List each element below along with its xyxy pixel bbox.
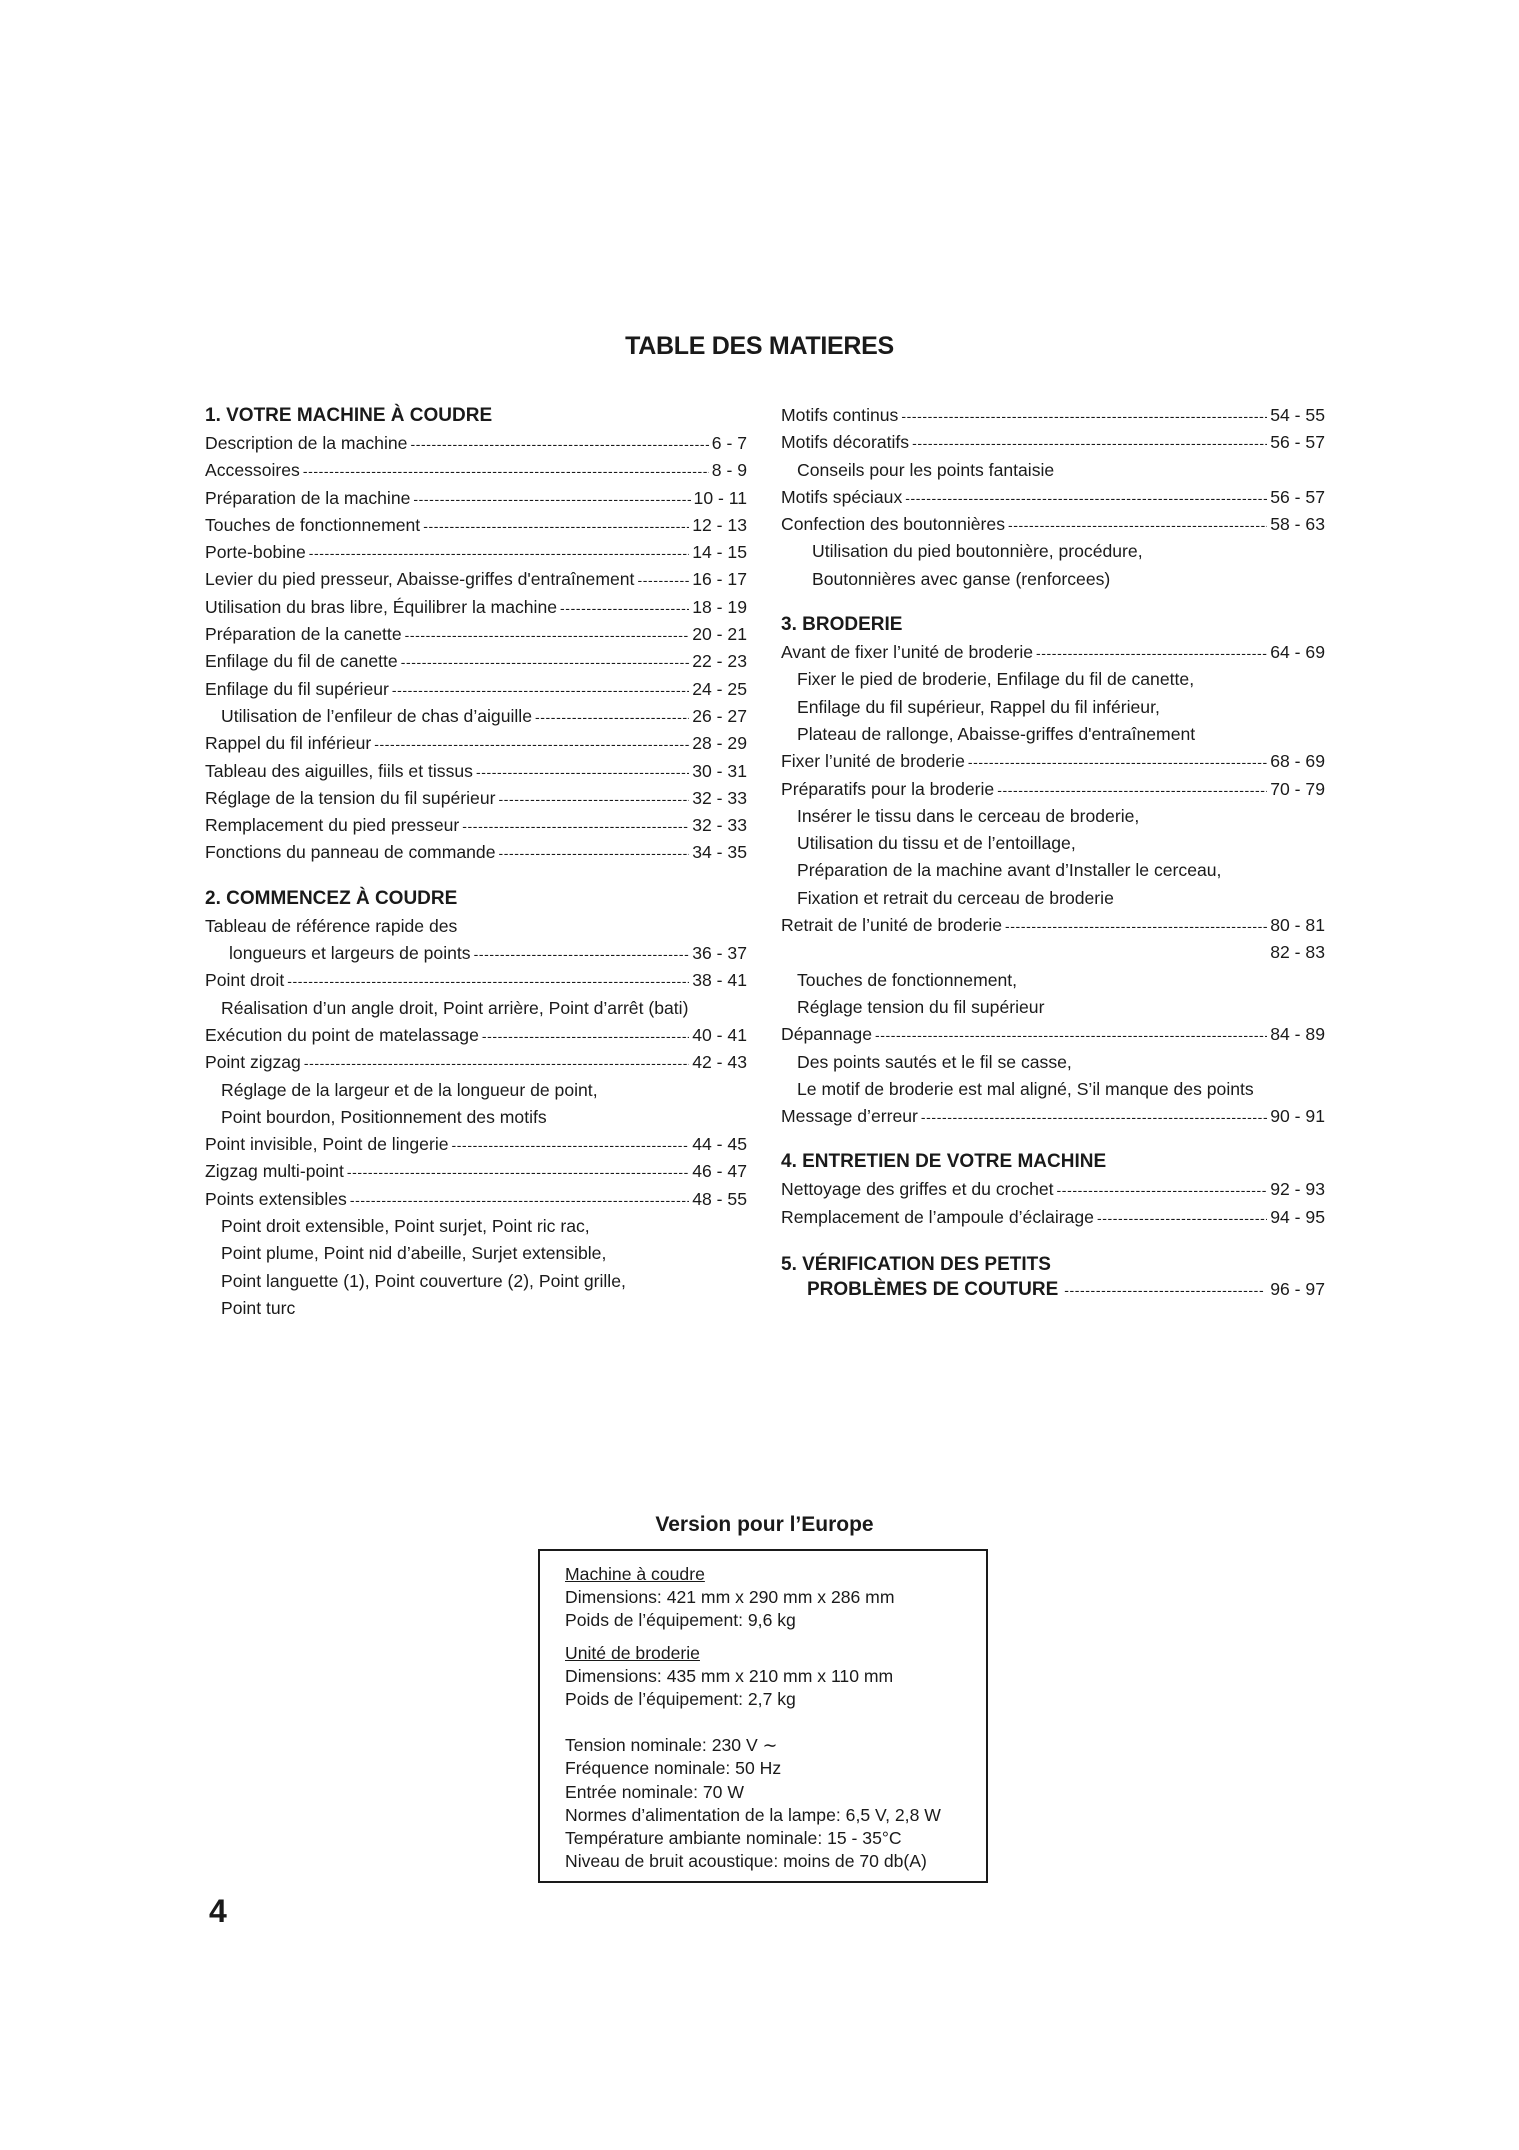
entry-title: Porte-bobine: [205, 542, 306, 563]
toc-subentry: [781, 694, 1325, 721]
toc-entry: [205, 539, 747, 566]
toc-entry: [205, 1131, 747, 1158]
subentry-text: Point languette (1), Point couverture (2), Point grille,: [221, 1270, 626, 1291]
dot-leader: [347, 1159, 689, 1186]
page-range: 92 - 93: [1270, 1179, 1325, 1200]
section-heading: 1. VOTRE MACHINE À COUDRE: [205, 405, 493, 426]
europe-version-title: Version pour l’Europe: [655, 1513, 874, 1536]
toc-entry: [205, 457, 747, 484]
toc-entry: [205, 1022, 747, 1049]
page-range: 30 - 31: [692, 760, 747, 781]
entry-title: Fixer l’unité de broderie: [781, 751, 965, 772]
page-range: 40 - 41: [692, 1024, 747, 1045]
page-range: 48 - 55: [692, 1188, 747, 1209]
dot-leader: [452, 1132, 690, 1159]
dot-leader: [1005, 913, 1267, 940]
dot-leader: [1008, 512, 1267, 539]
page-range: 34 - 35: [692, 842, 747, 863]
entry-title: Exécution du point de matelassage: [205, 1024, 479, 1045]
page-range: 68 - 69: [1270, 751, 1325, 772]
entry-title: Retrait de l’unité de broderie: [781, 915, 1003, 936]
toc-subentry: [781, 457, 1325, 484]
toc-subentry: [205, 913, 747, 940]
toc-entry: [205, 730, 747, 757]
dot-leader: [535, 704, 689, 731]
page-range: 26 - 27: [692, 705, 747, 726]
dot-leader: [309, 540, 689, 567]
page-range: 70 - 79: [1270, 778, 1325, 799]
page-range: 54 - 55: [1270, 405, 1325, 425]
toc-entry: [205, 758, 747, 785]
entry-title: Fonctions du panneau de commande: [205, 842, 496, 863]
toc-entry: [781, 748, 1325, 775]
dot-leader: [350, 1187, 689, 1214]
page-range: 6 - 7: [711, 433, 747, 453]
toc-entry: [205, 1049, 747, 1076]
entry-title: Nettoyage des griffes et du crochet: [781, 1179, 1054, 1200]
subentry-text: Point bourdon, Positionnement des motifs: [221, 1106, 547, 1127]
toc-subentry: [205, 1268, 747, 1295]
page-range: 32 - 33: [692, 787, 747, 808]
toc-entry: [205, 621, 747, 648]
dot-leader: [875, 1022, 1267, 1049]
page-range: 56 - 57: [1270, 486, 1325, 507]
toc-subentry: [781, 803, 1325, 830]
entry-title: Tableau des aiguilles, fiils et tissus: [205, 760, 473, 781]
entry-title: Motifs spéciaux: [781, 486, 903, 507]
dot-leader: [1036, 640, 1267, 667]
toc-entry: [205, 676, 747, 703]
toc-left-column: [205, 402, 747, 1322]
toc-entry: [205, 839, 747, 866]
page-range: 58 - 63: [1270, 514, 1325, 535]
entry-title: Point droit: [205, 970, 285, 991]
unit-label: Unité de broderie: [565, 1642, 700, 1663]
toc-subentry: [205, 1104, 747, 1131]
page-range: 46 - 47: [692, 1161, 747, 1182]
toc-subentry: [781, 830, 1325, 857]
page-range: 38 - 41: [692, 970, 747, 991]
spec-box: [538, 1549, 988, 1883]
dot-leader: [474, 941, 690, 968]
page-range: 82 - 83: [1270, 942, 1325, 963]
section-heading: 3. BRODERIE: [781, 614, 903, 636]
dot-leader: [901, 403, 1267, 430]
toc-entry: [205, 648, 747, 675]
toc-subentry: [781, 967, 1325, 994]
dot-leader: [410, 431, 708, 458]
toc-entry: [781, 639, 1325, 666]
page-range: 28 - 29: [692, 733, 747, 754]
dot-leader: [1097, 1205, 1267, 1232]
noise-level: Niveau de bruit acoustique: moins de 70 db(A): [565, 1851, 927, 1872]
toc-subentry: [205, 1077, 747, 1104]
subentry-text: Point plume, Point nid d’abeille, Surjet extensible,: [221, 1243, 607, 1264]
ambient-temperature: Température ambiante nominale: 15 - 35°C: [565, 1828, 902, 1849]
subentry-text: Point droit extensible, Point surjet, Point ric rac,: [221, 1216, 590, 1237]
dot-leader: [482, 1023, 689, 1050]
dot-leader: [476, 759, 689, 786]
page-range: 14 - 15: [692, 542, 747, 563]
toc-subentry: [781, 721, 1325, 748]
dot-leader: [374, 731, 689, 758]
entry-title: Message d’erreur: [781, 1106, 918, 1127]
subentry-text: Tableau de référence rapide des: [205, 915, 458, 936]
entry-title: Touches de fonctionnement: [205, 514, 421, 535]
subentry-text: Point turc: [221, 1297, 296, 1318]
dot-leader: [287, 968, 689, 995]
entry-title: Rappel du fil inférieur: [205, 733, 372, 754]
entry-title: Levier du pied presseur, Abaisse-griffes d'entraînement: [205, 569, 635, 590]
subentry-text: Réglage tension du fil supérieur: [797, 996, 1045, 1017]
subentry-text: Fixation et retrait du cerceau de broderie: [797, 887, 1114, 908]
heading-text: PROBLÈMES DE COUTURE: [807, 1279, 1059, 1301]
page-range: 84 - 89: [1270, 1024, 1325, 1045]
toc-subentry: [781, 538, 1325, 565]
machine-dimensions: Dimensions: 421 mm x 290 mm x 286 mm: [565, 1587, 895, 1608]
page-range: 16 - 17: [692, 569, 747, 590]
toc-subentry: [781, 566, 1325, 593]
entry-title: Avant de fixer l’unité de broderie: [781, 642, 1034, 663]
page-range: 24 - 25: [692, 678, 747, 699]
entry-title: Utilisation du bras libre, Équilibrer la machine: [205, 596, 558, 617]
entry-title: Accessoires: [205, 460, 300, 481]
toc-subentry: [781, 1049, 1325, 1076]
toc-subentry: [781, 666, 1325, 693]
toc-subentry: [781, 994, 1325, 1021]
subentry-text: Réalisation d’un angle droit, Point arrière, Point d’arrêt (bati): [221, 997, 689, 1018]
rated-frequency: Fréquence nominale: 50 Hz: [565, 1758, 782, 1779]
toc-entry: [781, 1176, 1325, 1203]
dot-leader: [921, 1104, 1267, 1131]
entry-title: Préparatifs pour la broderie: [781, 778, 995, 799]
page-range: 96 - 97: [1270, 1279, 1325, 1300]
toc-entry: [781, 484, 1325, 511]
page-range: 90 - 91: [1270, 1106, 1325, 1127]
toc-subentry: [205, 1295, 747, 1322]
entry-title: Confection des boutonnières: [781, 514, 1005, 535]
dot-leader: [423, 513, 689, 540]
entry-title: Remplacement de l’ampoule d’éclairage: [781, 1206, 1094, 1227]
toc-entry: [781, 402, 1325, 429]
page-range: 12 - 13: [692, 514, 747, 535]
toc-entry: [205, 1186, 747, 1213]
toc-entry: [205, 566, 747, 593]
entry-title: Motifs continus: [781, 405, 899, 425]
subentry-text: Des points sautés et le fil se casse,: [797, 1051, 1072, 1072]
unit-weight: Poids de l’équipement: 2,7 kg: [565, 1689, 796, 1710]
subentry-text: Insérer le tissu dans le cerceau de broderie,: [797, 805, 1140, 826]
dot-leader: [405, 622, 690, 649]
page-range: 80 - 81: [1270, 915, 1325, 936]
entry-title: Zigzag multi-point: [205, 1161, 344, 1182]
dot-leader: [392, 677, 689, 704]
toc-entry: [205, 703, 747, 730]
subentry-text: Fixer le pied de broderie, Enfilage du fil de canette,: [797, 669, 1195, 690]
section-heading: 4. ENTRETIEN DE VOTRE MACHINE: [781, 1151, 1107, 1173]
page-range: 42 - 43: [692, 1052, 747, 1073]
dot-leader: [413, 486, 690, 513]
entry-title: Point zigzag: [205, 1052, 301, 1073]
entry-title: Point invisible, Point de lingerie: [205, 1134, 449, 1155]
subentry-text: Plateau de rallonge, Abaisse-griffes d'entraînement: [797, 723, 1196, 744]
unit-dimensions: Dimensions: 435 mm x 210 mm x 110 mm: [565, 1665, 894, 1686]
entry-title: Réglage de la tension du fil supérieur: [205, 787, 496, 808]
dot-leader: [912, 430, 1267, 457]
rated-input: Entrée nominale: 70 W: [565, 1781, 744, 1802]
toc-subentry: [781, 857, 1325, 884]
subentry-text: Boutonnières avec ganse (renforcees): [812, 568, 1111, 589]
toc-entry: [205, 1158, 747, 1185]
toc-right-column: [781, 402, 1325, 1301]
toc-subentry: [205, 995, 747, 1022]
machine-label: Machine à coudre: [565, 1564, 705, 1584]
dot-leader: [637, 567, 689, 594]
machine-weight: Poids de l’équipement: 9,6 kg: [565, 1610, 796, 1631]
entry-title: Remplacement du pied presseur: [205, 815, 460, 836]
subentry-text: Enfilage du fil supérieur, Rappel du fil inférieur,: [797, 696, 1160, 717]
dot-leader: [499, 840, 690, 867]
page-range: 94 - 95: [1270, 1206, 1325, 1227]
toc-subentry: [205, 1213, 747, 1240]
page-range: 20 - 21: [692, 624, 747, 645]
entry-title: Enfilage du fil supérieur: [205, 678, 389, 699]
subentry-text: Préparation de la machine avant d’Installer le cerceau,: [797, 860, 1222, 881]
dot-leader: [401, 649, 690, 676]
page-range: 8 - 9: [711, 460, 747, 481]
subentry-text: Utilisation du pied boutonnière, procédure,: [812, 541, 1143, 562]
toc-subentry: [781, 1076, 1325, 1103]
toc-entry: [781, 776, 1325, 803]
entry-title: Enfilage du fil de canette: [205, 651, 398, 672]
page-range: 32 - 33: [692, 815, 747, 836]
toc-entry: [205, 485, 747, 512]
toc-entry: [205, 512, 747, 539]
dot-leader: [905, 485, 1267, 512]
dot-leader: [1057, 1177, 1268, 1204]
dot-leader: [462, 813, 689, 840]
toc-entry-continuation: [781, 939, 1325, 966]
subentry-text: Conseils pour les points fantaisie: [797, 459, 1055, 480]
page-range: 10 - 11: [693, 487, 747, 508]
dot-leader: [997, 777, 1267, 804]
page-title: TABLE DES MATIERES: [625, 332, 894, 360]
toc-entry: [205, 430, 747, 457]
toc-subentry: [205, 1240, 747, 1267]
dot-leader: [303, 458, 709, 485]
section-heading-line2: [781, 1277, 1325, 1301]
toc-entry: [205, 785, 747, 812]
page-range: 22 - 23: [692, 651, 747, 672]
section-heading: 5. VÉRIFICATION DES PETITS: [781, 1254, 1051, 1276]
dot-leader: [968, 749, 1267, 776]
subentry-text: Utilisation du tissu et de l’entoillage,: [797, 833, 1076, 854]
section-heading: 2. COMMENCEZ À COUDRE: [205, 887, 458, 909]
entry-title: Description de la machine: [205, 433, 408, 453]
page-range: 44 - 45: [692, 1134, 747, 1155]
page-number: 4: [209, 1893, 227, 1929]
dot-leader: [499, 786, 690, 813]
subentry-text: Réglage de la largeur et de la longueur de point,: [221, 1079, 598, 1100]
toc-entry: [781, 1204, 1325, 1231]
toc-entry: [781, 429, 1325, 456]
page-range: 36 - 37: [692, 943, 747, 964]
entry-title: Points extensibles: [205, 1188, 347, 1209]
toc-entry: [781, 912, 1325, 939]
toc-entry: [205, 812, 747, 839]
subentry-text: Le motif de broderie est mal aligné, S’il manque des points: [797, 1078, 1254, 1099]
dot-leader: [560, 595, 689, 622]
page-range: 64 - 69: [1270, 642, 1325, 663]
entry-title: Dépannage: [781, 1024, 872, 1045]
page-range: 18 - 19: [692, 596, 747, 617]
rated-voltage: Tension nominale: 230 V ∼: [565, 1735, 778, 1756]
lamp-rating: Normes d’alimentation de la lampe: 6,5 V, 2,8 W: [565, 1804, 941, 1825]
toc-entry: [781, 1103, 1325, 1130]
toc-subentry: [781, 885, 1325, 912]
toc-entry: [781, 511, 1325, 538]
entry-title: Motifs décoratifs: [781, 432, 910, 453]
subentry-text: Touches de fonctionnement,: [797, 969, 1018, 990]
toc-entry: [205, 594, 747, 621]
toc-entry: [781, 1021, 1325, 1048]
entry-title: Utilisation de l’enfileur de chas d’aiguille: [221, 705, 533, 726]
dot-leader: [304, 1050, 689, 1077]
toc-entry: [205, 967, 747, 994]
entry-title: Préparation de la machine: [205, 487, 411, 508]
toc-entry: [205, 940, 747, 967]
page-range: 56 - 57: [1270, 432, 1325, 453]
entry-title: Préparation de la canette: [205, 624, 402, 645]
entry-title: longueurs et largeurs de points: [229, 943, 471, 964]
dot-leader: [1064, 1278, 1264, 1302]
